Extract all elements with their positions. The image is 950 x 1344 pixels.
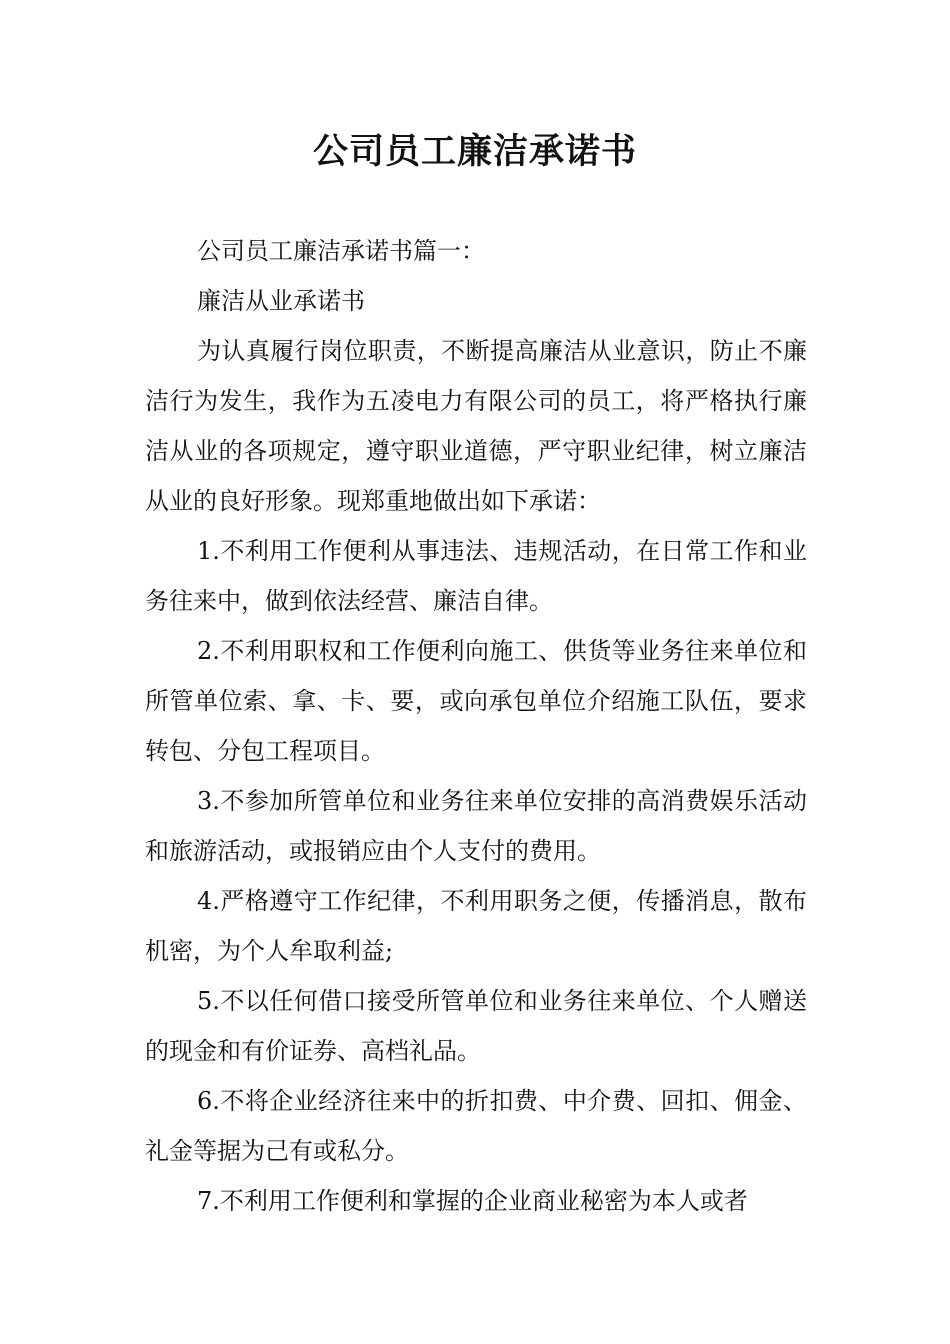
paragraph-item-6: 6.不将企业经济往来中的折扣费、中介费、回扣、佣金、礼金等据为己有或私分。 [145, 1087, 807, 1165]
paragraph-subtitle: 廉洁从业承诺书 [197, 287, 365, 315]
document-title: 公司员工廉洁承诺书 [312, 132, 637, 172]
paragraph-item-3: 3.不参加所管单位和业务往来单位安排的高消费娱乐活动和旅游活动，或报销应由个人支付的费用。 [145, 787, 807, 865]
document-body [145, 226, 807, 1226]
paragraph-item-2: 2.不利用职权和工作便利向施工、供货等业务往来单位和所管单位索、拿、卡、要，或向承包单位介绍施工队伍，要求转包、分包工程项目。 [145, 637, 807, 765]
paragraph-item-4: 4.严格遵守工作纪律，不利用职务之便，传播消息，散布机密，为个人牟取利益; [145, 887, 807, 965]
paragraph-item-5: 5.不以任何借口接受所管单位和业务往来单位、个人赠送的现金和有价证券、高档礼品。 [145, 987, 807, 1065]
paragraph-item-1: 1.不利用工作便利从事违法、违规活动，在日常工作和业务往来中，做到依法经营、廉洁自律。 [145, 537, 807, 615]
paragraph-item-7: 7.不利用工作便利和掌握的企业商业秘密为本人或者 [197, 1187, 748, 1215]
paragraph-section-heading: 公司员工廉洁承诺书篇一： [197, 237, 485, 265]
paragraph-intro: 为认真履行岗位职责，不断提高廉洁从业意识，防止不廉洁行为发生，我作为五凌电力有限公司的员工，将严格执行廉洁从业的各项规定，遵守职业道德，严守职业纪律，树立廉洁从业的良好形象。现郑重地做出如下承诺： [145, 337, 807, 515]
